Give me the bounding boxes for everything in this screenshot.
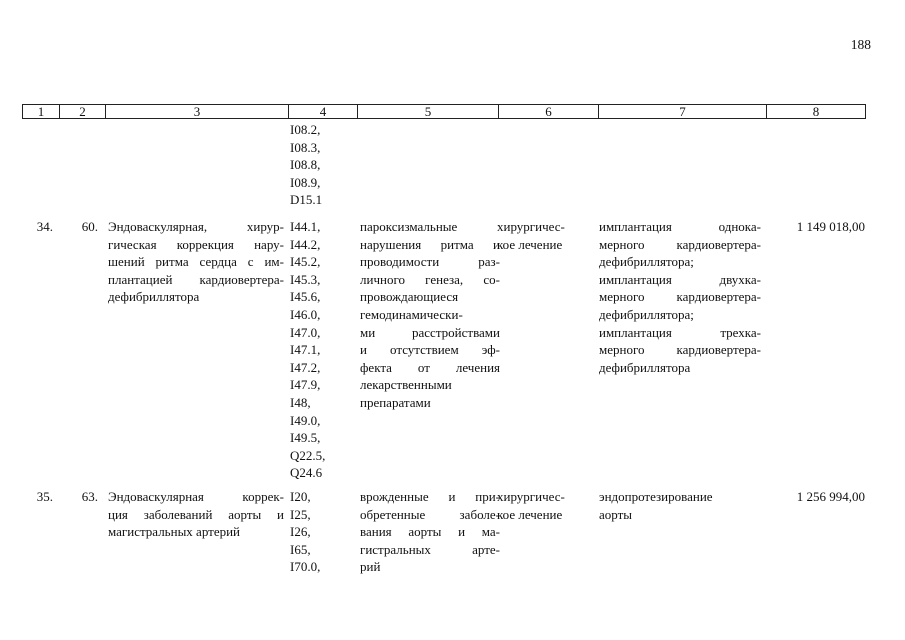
- text-line: хирургичес-: [497, 489, 565, 504]
- text-line: проводимости раз-: [360, 254, 500, 270]
- standard-cost: 1 256 994,00: [796, 489, 865, 504]
- text-line: мерного кардиовертера-: [599, 342, 761, 358]
- diagnosis-code: I25,: [290, 506, 311, 522]
- diagnosis-code: I45.2,: [290, 254, 321, 270]
- text-line: аорты: [599, 506, 633, 522]
- text-line: ция заболеваний аорты и: [108, 506, 284, 522]
- column-header-6: 6: [499, 105, 599, 119]
- text-line: нарушения ритма и: [360, 236, 500, 252]
- diagnosis-code: I08.3,: [290, 139, 321, 155]
- column-number-header: [22, 104, 866, 119]
- diagnosis-code: I46.0,: [290, 306, 321, 322]
- patient-model: [360, 488, 500, 576]
- column-header-5: 5: [358, 105, 499, 119]
- text-line: лекарственными: [360, 377, 452, 393]
- column-header-4: 4: [289, 105, 358, 119]
- patient-model: [360, 218, 500, 412]
- diagnosis-code: I47.1,: [290, 342, 321, 358]
- text-line: мерного кардиовертера-: [599, 236, 761, 252]
- text-line: дефибриллятора;: [599, 254, 694, 270]
- treatment-method: [599, 218, 761, 376]
- column-header-3: 3: [106, 105, 289, 119]
- text-line: эндопротезирование: [599, 489, 713, 504]
- row-number: 34.: [36, 219, 53, 234]
- row-number: 35.: [36, 489, 53, 504]
- text-line: личного генеза, со-: [360, 271, 500, 287]
- text-line: гическая коррекция нару-: [108, 236, 284, 252]
- continuation-codes: [290, 121, 350, 209]
- text-line: и отсутствием эф-: [360, 342, 500, 358]
- treatment-type: [497, 488, 579, 523]
- text-line: плантацией кардиовертера-: [108, 271, 284, 287]
- text-line: гистральных арте-: [360, 541, 500, 557]
- diagnosis-codes: [290, 488, 350, 576]
- diagnosis-code: I26,: [290, 524, 311, 540]
- text-line: провождающиеся: [360, 289, 459, 305]
- diagnosis-code: I47.9,: [290, 377, 321, 393]
- text-line: дефибриллятора;: [599, 306, 694, 322]
- text-line: магистральных артерий: [108, 524, 241, 540]
- diagnosis-code: I08.8,: [290, 157, 321, 173]
- text-line: Эндоваскулярная, хирур-: [108, 219, 284, 234]
- text-line: рий: [360, 559, 381, 575]
- diagnosis-code: Q22.5,: [290, 447, 326, 463]
- vmp-group-number: 60.: [81, 219, 98, 234]
- diagnosis-code: I49.5,: [290, 430, 321, 446]
- text-line: пароксизмальные: [360, 219, 458, 234]
- diagnosis-code: I49.0,: [290, 412, 321, 428]
- diagnosis-code: I44.2,: [290, 236, 321, 252]
- vmp-name: [108, 488, 284, 541]
- column-header-1: 1: [23, 105, 60, 119]
- standard-cost: 1 149 018,00: [796, 219, 865, 234]
- column-header-2: 2: [60, 105, 106, 119]
- column-header-7: 7: [599, 105, 767, 119]
- text-line: дефибриллятора: [599, 359, 691, 375]
- text-line: кое лечение: [497, 506, 563, 522]
- diagnosis-code: I45.6,: [290, 289, 321, 305]
- diagnosis-codes: [290, 218, 350, 482]
- text-line: врожденные и при-: [360, 489, 500, 504]
- diagnosis-code: I70.0,: [290, 559, 321, 575]
- text-line: вания аорты и ма-: [360, 524, 500, 540]
- treatment-method: [599, 488, 761, 523]
- text-line: Эндоваскулярная коррек-: [108, 489, 284, 504]
- diagnosis-code: I44.1,: [290, 219, 321, 234]
- text-line: фекта от лечения: [360, 359, 500, 375]
- diagnosis-code: I45.3,: [290, 271, 321, 287]
- text-line: имплантация двухка-: [599, 271, 761, 287]
- page-number: 188: [850, 37, 871, 52]
- text-line: шений ритма сердца с им-: [108, 254, 284, 270]
- text-line: дефибриллятора: [108, 289, 200, 305]
- text-line: хирургичес-: [497, 219, 565, 234]
- text-line: мерного кардиовертера-: [599, 289, 761, 305]
- diagnosis-code: Q24.6: [290, 465, 323, 481]
- text-line: имплантация трехка-: [599, 324, 761, 340]
- text-line: гемодинамически-: [360, 306, 463, 322]
- diagnosis-code: I20,: [290, 489, 311, 504]
- column-header-8: 8: [767, 105, 866, 119]
- text-line: ми расстройствами: [360, 324, 500, 340]
- diagnosis-code: I48,: [290, 394, 311, 410]
- text-line: имплантация однока-: [599, 219, 761, 234]
- diagnosis-code: I65,: [290, 541, 311, 557]
- text-line: обретенные заболе-: [360, 506, 500, 522]
- vmp-group-number: 63.: [81, 489, 98, 504]
- vmp-name: [108, 218, 284, 306]
- diagnosis-code: D15.1: [290, 192, 323, 208]
- text-line: кое лечение: [497, 236, 563, 252]
- diagnosis-code: I47.0,: [290, 324, 321, 340]
- diagnosis-code: I08.2,: [290, 122, 321, 137]
- diagnosis-code: I08.9,: [290, 174, 321, 190]
- text-line: препаратами: [360, 394, 431, 410]
- treatment-type: [497, 218, 579, 253]
- diagnosis-code: I47.2,: [290, 359, 321, 375]
